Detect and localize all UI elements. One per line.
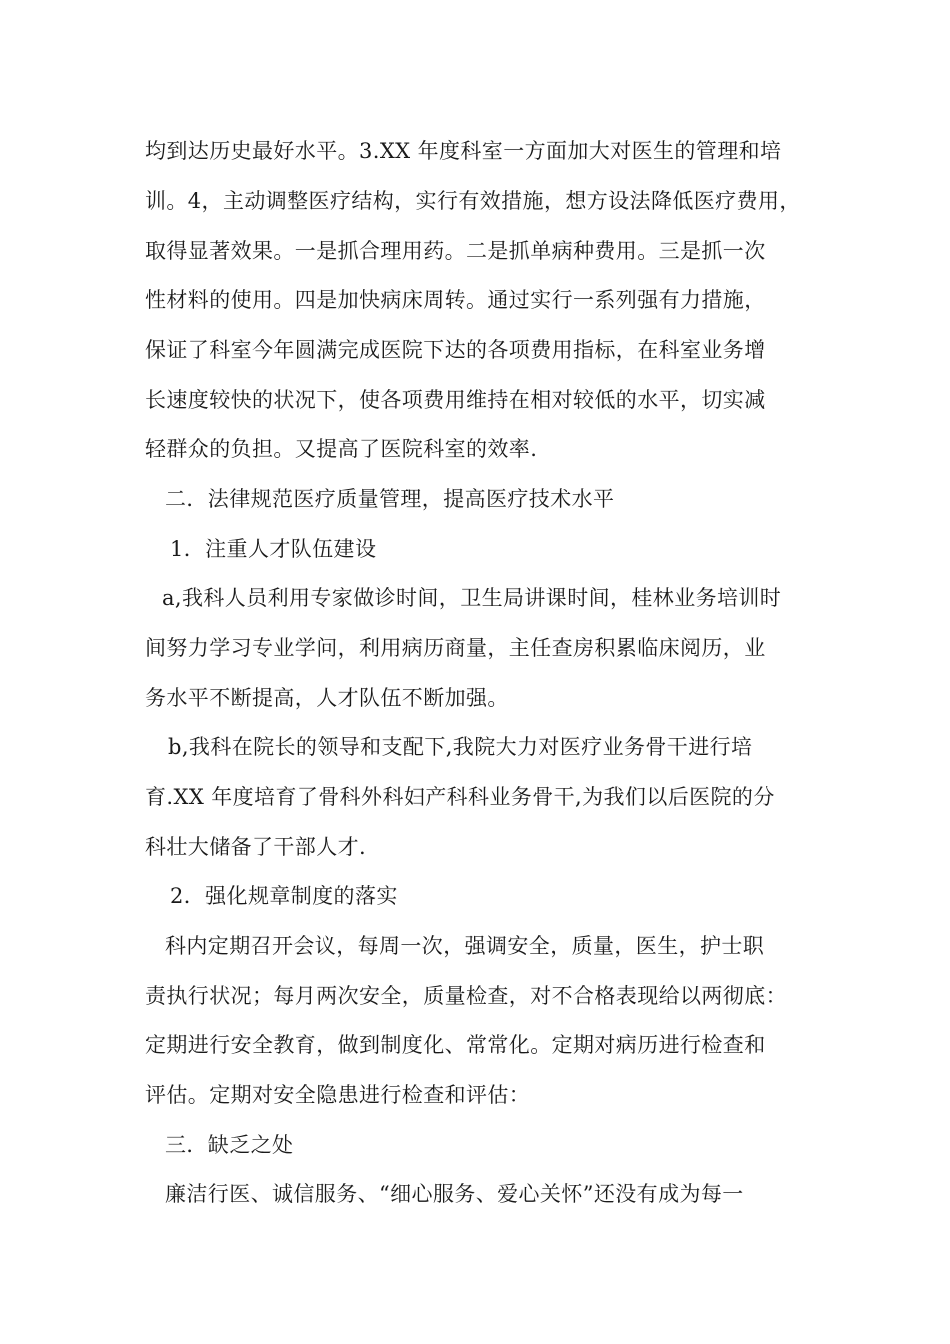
text-line: 轻群众的负担。又提高了医院科室的效率.	[145, 437, 538, 461]
text-line: 训。4，主动调整医疗结构，实行有效措施，想方设法降低医疗费用，	[145, 189, 801, 213]
text-line: 定期进行安全教育，做到制度化、常常化。定期对病历进行检查和	[145, 1033, 766, 1057]
section-heading: 二．法律规范医疗质量管理，提高医疗技术水平	[165, 487, 615, 511]
text-line: 科壮大储备了干部人才.	[145, 835, 367, 859]
section-heading: 三．缺乏之处	[165, 1133, 294, 1157]
text-line: 廉洁行医、诚信服务、“细心服务、爱心关怀”还没有成为每一	[165, 1182, 744, 1206]
text-line: 保证了科室今年圆满完成医院下达的各项费用指标，在科室业务增	[145, 338, 766, 362]
text-line: 长速度较快的状况下，使各项费用维持在相对较低的水平，切实减	[145, 388, 766, 412]
text-line: 取得显著效果。一是抓合理用药。二是抓单病种费用。三是抓一次	[145, 239, 766, 263]
text-line: b,我科在院长的领导和支配下,我院大力对医疗业务骨干进行培	[168, 735, 753, 759]
subsection-heading: 2．强化规章制度的落实	[170, 884, 398, 908]
text-line: 科内定期召开会议，每周一次，强调安全，质量，医生，护士职	[165, 934, 765, 958]
text-line: 育.XX 年度培育了骨科外科妇产科科业务骨干,为我们以后医院的分	[145, 785, 775, 809]
text-line: 评估。定期对安全隐患进行检查和评估：	[145, 1083, 531, 1107]
subsection-heading: 1．注重人才队伍建设	[170, 537, 377, 561]
text-line: 间努力学习专业学问，利用病历商量，主任查房积累临床阅历，业	[145, 636, 766, 660]
text-line: 务水平不断提高，人才队伍不断加强。	[145, 686, 509, 710]
text-line: a,我科人员利用专家做诊时间，卫生局讲课时间，桂林业务培训时	[162, 586, 782, 610]
text-line: 性材料的使用。四是加快病床周转。通过实行一系列强有力措施，	[145, 288, 766, 312]
text-line: 责执行状况；每月两次安全，质量检查，对不合格表现给以两彻底：	[145, 984, 787, 1008]
text-line: 均到达历史最好水平。3.XX 年度科室一方面加大对医生的管理和培	[145, 139, 782, 163]
